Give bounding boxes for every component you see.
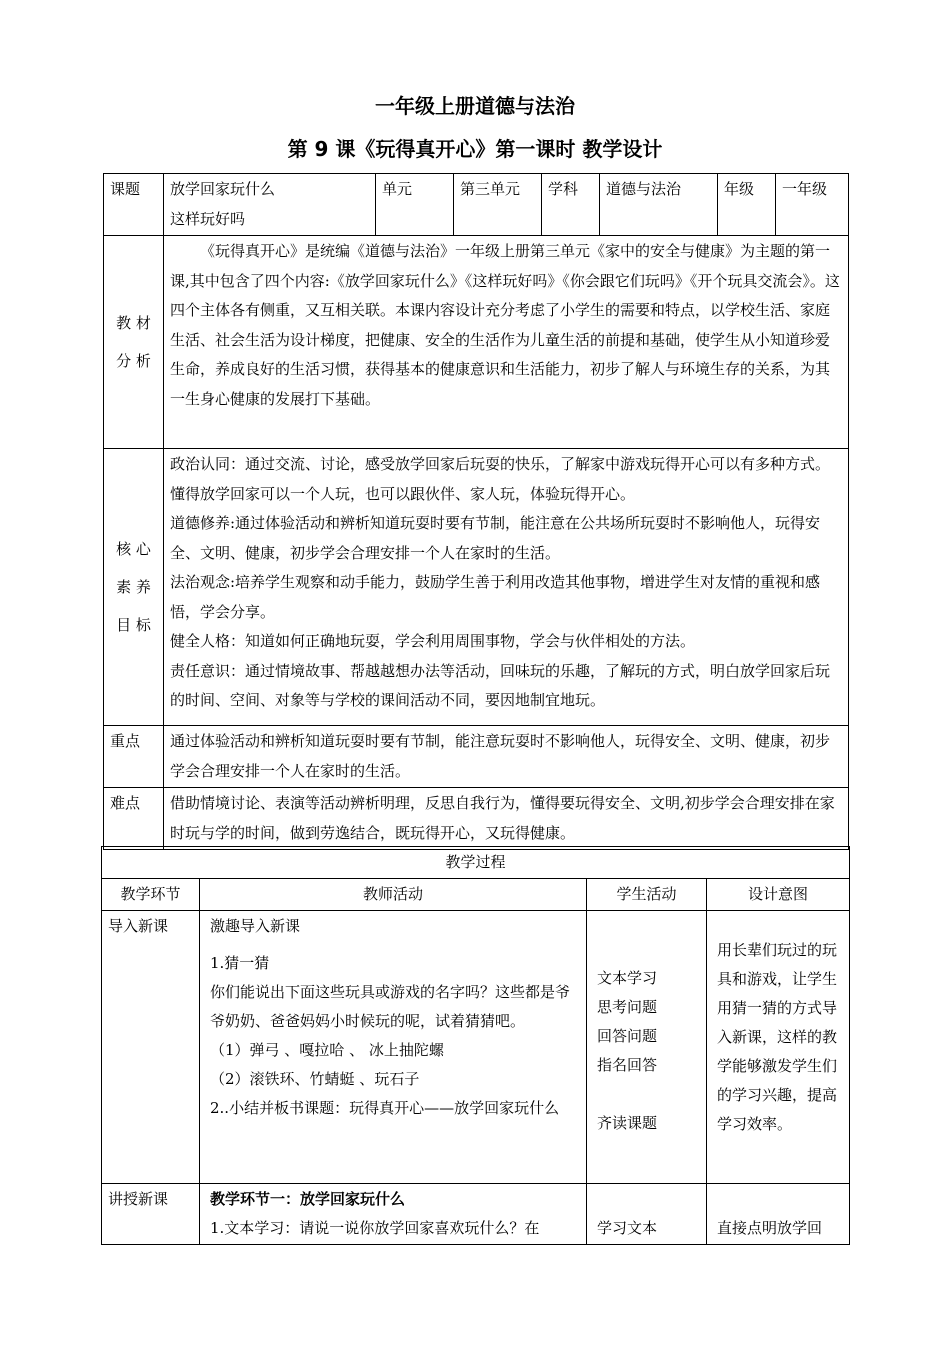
- intro-summary: 2..小结并板书课题：玩得真开心——放学回家玩什么: [210, 1099, 560, 1117]
- document-title: 一年级上册道德与法治: [375, 94, 575, 118]
- student-activity-intro: [587, 911, 707, 1184]
- student-item: 齐读课题: [597, 1114, 658, 1132]
- header-intent: 设计意图: [707, 879, 850, 911]
- goal-political: 政治认同：通过交流、讨论，感受放学回家后玩耍的快乐，了解家中游戏玩得开心可以有多种方式。懂得放学回家可以一个人玩，也可以跟伙伴、家人玩，体验玩得开心。: [170, 455, 831, 503]
- new-lesson-heading: 教学环节一：放学回家玩什么: [210, 1190, 406, 1208]
- guess-list-1: （1）弹弓 、嘎拉哈 、 冰上抽陀螺: [210, 1041, 444, 1059]
- new-lesson-text: 1.文本学习：请说一说你放学回家喜欢玩什么？在: [210, 1219, 540, 1237]
- teacher-activity-new: [200, 1184, 587, 1245]
- topic-value: [164, 174, 376, 236]
- student-item: 指名回答: [597, 1056, 658, 1074]
- intent-text: 直接点明放学回: [717, 1219, 823, 1237]
- literacy-label-line-2: 素 养: [116, 578, 151, 596]
- intent-text: 用长辈们玩过的玩具和游戏，让学生用猜一猜的方式导入新课，这样的教学能够激发学生们的学习兴趣，提高学习效率。: [717, 941, 838, 1133]
- goal-law: 法治观念:培养学生观察和动手能力，鼓励学生善于利用改造其他事物，增进学生对友情的重视和感悟，学会分享。: [170, 573, 821, 621]
- grade-value: 一年级: [776, 174, 849, 236]
- student-activity-new: [587, 1184, 707, 1245]
- student-item: 回答问题: [597, 1027, 658, 1045]
- guess-list-2: （2）滚铁环、竹蜻蜓 、玩石子: [210, 1070, 420, 1088]
- literacy-label: [104, 449, 164, 726]
- literacy-label-line-3: 目 标: [116, 616, 151, 634]
- key-point-label: 重点: [104, 726, 164, 788]
- subject-value: 道德与法治: [600, 174, 718, 236]
- goal-moral: 道德修养:通过体验活动和辨析知道玩耍时要有节制，能注意在公共场所玩耍时不影响他人，玩得安全、文明、健康，初步学会合理安排一个人在家时的生活。: [170, 514, 821, 562]
- design-intent-new: [707, 1184, 850, 1245]
- key-point-text: 通过体验活动和辨析知道玩耍时要有节制，能注意玩耍时不影响他人，玩得安全、文明、健康，初步学会合理安排一个人在家时的生活。: [164, 726, 849, 788]
- analysis-label: [104, 236, 164, 449]
- goal-personality: 健全人格：知道如何正确地玩耍，学会利用周围事物，学会与伙伴相处的方法。: [170, 632, 696, 650]
- goal-responsibility: 责任意识：通过情境故事、帮越越想办法等活动，回味玩的乐趣，了解玩的方式，明白放学回家后玩的时间、空间、对象等与学校的课间活动不同，要因地制宜地玩。: [170, 661, 831, 709]
- guess-question: 你们能说出下面这些玩具或游戏的名字吗？这些都是爷爷奶奶、爸爸妈妈小时候玩的呢，试着猜猜吧。: [210, 983, 571, 1030]
- unit-value: 第三单元: [454, 174, 542, 236]
- student-item: 学习文本: [597, 1219, 658, 1237]
- topic-line-2: 这样玩好吗: [170, 209, 246, 228]
- difficulty-text: 借助情境讨论、表演等活动辨析明理，反思自我行为，懂得要玩得安全、文明,初步学会合理安排在家时玩与学的时间，做到劳逸结合，既玩得开心，又玩得健康。: [164, 788, 849, 850]
- topic-label: 课题: [104, 174, 164, 236]
- subject-label: 学科: [542, 174, 600, 236]
- lesson-info-table: [103, 173, 849, 850]
- process-title: 教学过程: [102, 847, 850, 879]
- stage-intro: 导入新课: [102, 911, 200, 1184]
- header-student: 学生活动: [587, 879, 707, 911]
- guess-title: 1.猜一猜: [210, 954, 270, 972]
- literacy-label-line-1: 核 心: [116, 540, 151, 558]
- literacy-goals: [164, 449, 849, 726]
- student-item: 文本学习: [597, 969, 658, 987]
- stage-new-lesson: 讲授新课: [102, 1184, 200, 1245]
- topic-line-1: 放学回家玩什么: [170, 180, 276, 198]
- header-stage: 教学环节: [102, 879, 200, 911]
- lesson-title: 第 9 课《玩得真开心》第一课时 教学设计: [287, 137, 663, 161]
- difficulty-label: 难点: [104, 788, 164, 850]
- unit-label: 单元: [376, 174, 454, 236]
- teaching-process-table: [101, 846, 850, 1245]
- grade-label: 年级: [718, 174, 776, 236]
- design-intent-intro: [707, 911, 850, 1184]
- intro-heading: 激趣导入新课: [210, 917, 301, 935]
- teacher-activity-intro: [200, 911, 587, 1184]
- analysis-label-line-1: 教 材: [116, 314, 151, 332]
- analysis-text: 《玩得真开心》是统编《道德与法治》一年级上册第三单元《家中的安全与健康》为主题的第一课,其中包含了四个内容:《放学回家玩什么》《这样玩好吗》《你会跟它们玩吗》《开个玩具交流会》。这四个主体各有侧重，又互相关联。本课内容设计充分考虑了小学生的需要和特点，以学校生活、家庭生活、社会生活为设计梯度，把健康、安全的生活作为儿童生活的前提和基础，使学生从小知道珍爱生命，养成良好的生活习惯，获得基本的健康意识和生活能力，初步了解人与环境生存的关系，为其一生身心健康的发展打下基础。: [164, 236, 849, 449]
- header-teacher: 教师活动: [200, 879, 587, 911]
- student-item: 思考问题: [597, 998, 658, 1016]
- analysis-label-line-2: 分 析: [116, 352, 151, 370]
